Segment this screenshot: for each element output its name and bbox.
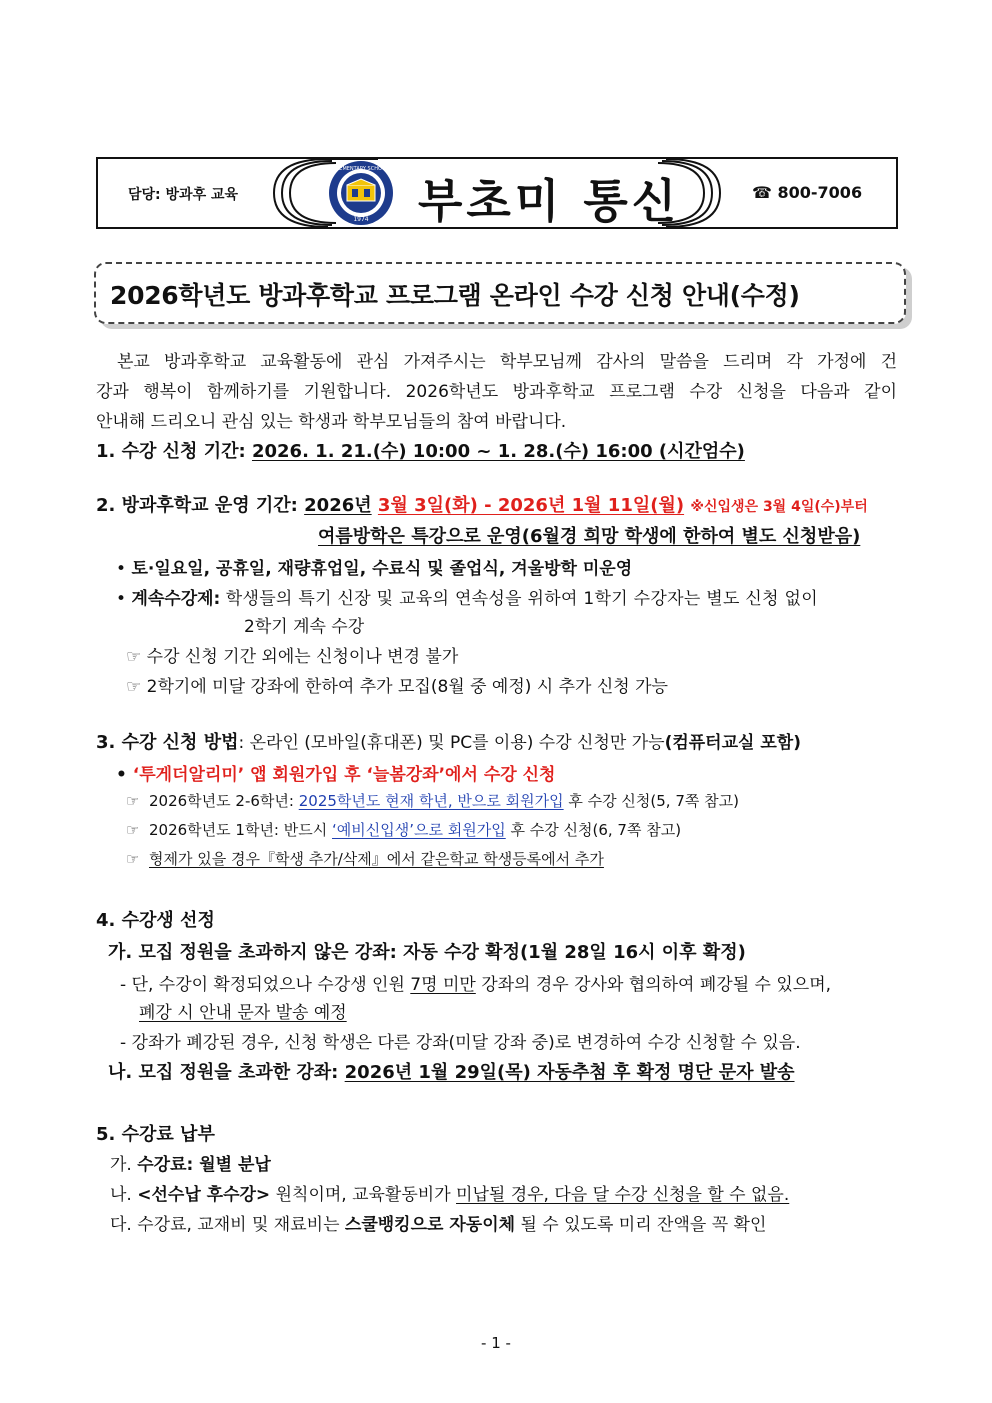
grade-2-6-label: 2026학년도 2-6학년: (149, 792, 294, 810)
section-5-na-marker: 나. (110, 1185, 132, 1205)
pointing-hand-icon: ☞ (126, 850, 140, 868)
bullet-app-signup (116, 760, 555, 785)
pointing-hand-icon: ☞ (126, 792, 140, 810)
section-2-operation (96, 491, 868, 517)
section-4-ga (108, 938, 746, 964)
bullet-closed-days (116, 554, 632, 579)
pointer-note-2 (126, 672, 668, 697)
document-title: 2026학년도 방과후학교 프로그램 온라인 수강 신청 안내(수정) (110, 281, 800, 310)
signup-grade-1 (126, 819, 681, 840)
section-4-detail-2: - 강좌가 폐강된 경우, 신청 학생은 다른 강좌(미달 강좌 중)로 변경하여 수강 신청할 수 있음. (120, 1033, 801, 1053)
bullet-continuous (116, 584, 898, 609)
section-5-ga-marker: 가. (110, 1155, 132, 1175)
phone-number: ☎ 800-7006 (752, 183, 863, 202)
section-1-value: 2026. 1. 21.(수) 10:00 ~ 1. 28.(수) 16:00 (시간엄수) (251, 441, 745, 462)
bullet-dot-icon: • (116, 589, 127, 609)
grade-1-highlight: ‘예비신입생’으로 회원가입 (332, 821, 506, 839)
detail-1-c: 강좌의 경우 강사와 협의하여 폐강될 수 있으며, (481, 975, 832, 995)
section-5-da (110, 1210, 766, 1235)
section-5-na-bold: <선수납 후수강> (137, 1185, 271, 1205)
section-1-label: 1. 수강 신청 기간: (96, 441, 246, 462)
section-5-na-underline: 미납될 경우, 다음 달 수강 신청을 할 수 없음. (456, 1185, 790, 1205)
signup-siblings (126, 848, 604, 869)
intro-line-2: 강과 행복이 함께하기를 기원합니다. 2026학년도 방과후학교 프로그램 수강 신청을 다음과 같이 (96, 382, 897, 402)
section-5-na-text: 원칙이며, 교육활동비가 (275, 1185, 451, 1205)
signup-grade-2-6 (126, 790, 739, 811)
section-2-label: 2. 방과후학교 운영 기간: (96, 495, 298, 516)
section-4-detail-1 (120, 970, 898, 995)
section-4-na (108, 1058, 795, 1084)
detail-1-a: - 단, 수강이 확정되었으나 수강생 인원 (120, 975, 405, 995)
section-4-na-label: 나. 모집 정원을 초과한 강좌: (108, 1062, 339, 1083)
seal-text: ELEMENTARY SCHOOL (333, 166, 389, 172)
section-5-ga-text: 수강료: 월별 분납 (137, 1155, 271, 1175)
section-4-ga-label: 가. 모집 정원을 초과하지 않은 강좌: (108, 942, 397, 963)
section-1-period (96, 437, 745, 463)
school-seal-logo (327, 159, 395, 227)
bullet-dot-icon: • (116, 559, 127, 579)
summer-note: 여름방학은 특강으로 운영(6월경 희망 학생에 한하여 별도 신청받음) (318, 526, 861, 547)
section-5-na (110, 1180, 789, 1205)
pointer-note-1 (126, 642, 458, 667)
section-3-label: 3. 수강 신청 방법 (96, 732, 239, 753)
continuous-label: 계속수강제: (131, 589, 221, 609)
newsletter-title: 부초미 통신 (418, 174, 681, 228)
section-2-value-a: 2026년 (304, 495, 372, 516)
grade-2-6-rest: 후 수강 신청(5, 7쪽 참고) (568, 792, 739, 810)
section-3-text-bold: (컴퓨터교실 포함) (664, 733, 801, 753)
section-2-note: ※신입생은 3월 4일(수)부터 (690, 499, 868, 515)
pointing-hand-icon: ☞ (126, 821, 140, 839)
intro-line-1: 본교 방과후학교 교육활동에 관심 가져주시는 학부모님께 감사의 말씀을 드리며 각 가정에 건 (117, 352, 897, 372)
section-3-method (96, 728, 801, 754)
detail-1-b: 7명 미만 (410, 975, 476, 995)
siblings-text: 형제가 있을 경우『학생 추가/삭제』에서 같은학교 학생등록에서 추가 (149, 850, 604, 868)
seal-year: 1974 (353, 216, 369, 223)
pointing-hand-icon: ☞ (126, 647, 142, 667)
department-label: 담당: 방과후 교육 (128, 187, 239, 203)
continuous-text: 학생들의 특기 신장 및 교육의 연속성을 위하여 1학기 수강자는 별도 신청 없이 (225, 589, 819, 609)
closed-days-text: 토·일요일, 공휴일, 재량휴업일, 수료식 및 졸업식, 겨울방학 미운영 (131, 559, 633, 579)
section-4-label: 4. 수강생 선정 (96, 910, 215, 931)
continuous-cont: 2학기 계속 수강 (244, 617, 365, 637)
intro-line-3: 안내해 드리오니 관심 있는 학생과 학부모님들의 참여 바랍니다. (96, 412, 567, 432)
section-5-label: 5. 수강료 납부 (96, 1124, 215, 1145)
section-5-da-rest: 될 수 있도록 미리 잔액을 꼭 확인 (520, 1215, 767, 1235)
pointer-note-2-text: 2학기에 미달 강좌에 한하여 추가 모집(8월 중 예정) 시 추가 신청 가능 (146, 677, 668, 697)
section-2-value-b: 3월 3일(화) - 2026년 1월 11일(월) (377, 495, 685, 516)
section-5-da-bold: 스쿨뱅킹으로 자동이체 (344, 1215, 516, 1235)
page-number: - 1 - (481, 1334, 511, 1352)
section-4-ga-value: 자동 수강 확정(1월 28일 16시 이후 확정) (403, 942, 746, 963)
section-5-ga (110, 1150, 271, 1175)
bullet-dot-icon: • (116, 765, 127, 785)
grade-1-label: 2026학년도 1학년: 반드시 (149, 821, 328, 839)
section-5-da-text: 다. 수강료, 교재비 및 재료비는 (110, 1215, 340, 1235)
pointer-note-1-text: 수강 신청 기간 외에는 신청이나 변경 불가 (146, 647, 459, 667)
grade-1-rest: 후 수강 신청(6, 7쪽 참고) (510, 821, 682, 839)
grade-2-6-highlight: 2025학년도 현재 학년, 반으로 회원가입 (298, 792, 564, 810)
section-4-na-value: 2026년 1월 29일(목) 자동추첨 후 확정 명단 문자 발송 (344, 1062, 795, 1083)
section-3-text: : 온라인 (모바일(휴대폰) 및 PC를 이용) 수강 신청만 가능 (238, 733, 665, 753)
detail-1-cont: 폐강 시 안내 문자 발송 예정 (139, 1003, 347, 1023)
app-signup-text: ‘투게더알리미’ 앱 회원가입 후 ‘늘봄강좌’에서 수강 신청 (132, 765, 556, 785)
pointing-hand-icon: ☞ (126, 677, 142, 697)
